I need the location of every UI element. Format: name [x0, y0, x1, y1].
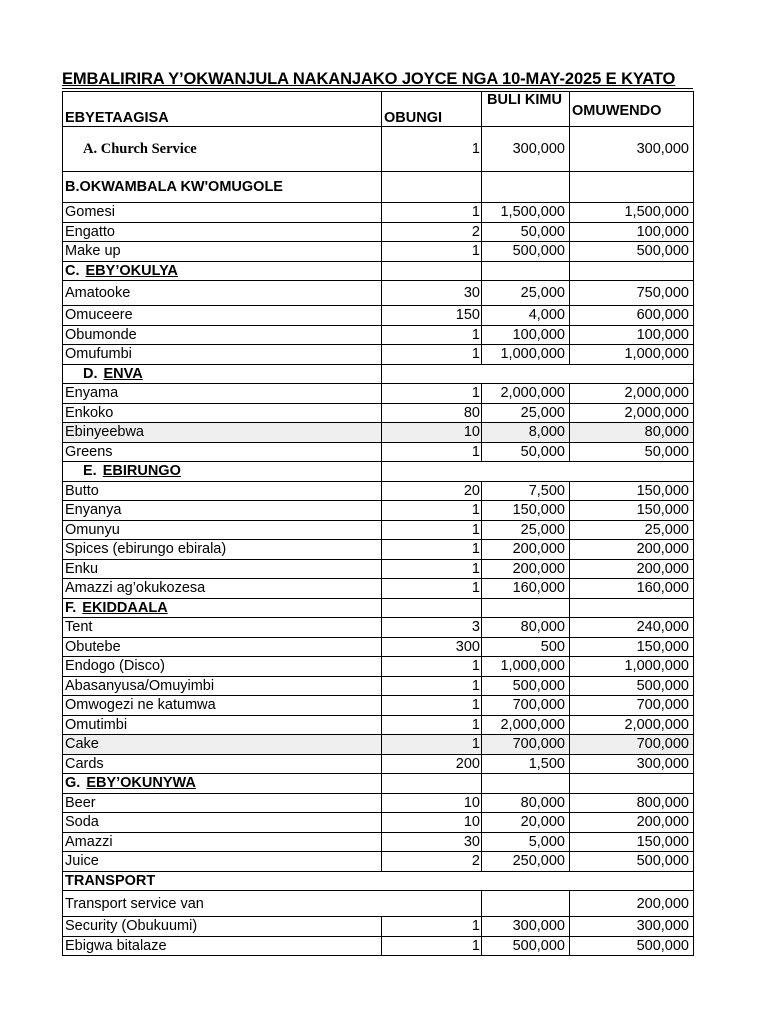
qty-cell: 1 — [382, 203, 482, 223]
unit-price-cell: 500,000 — [482, 936, 570, 956]
item-label: Omuceere — [63, 306, 382, 326]
section-name: EBY’OKUNYWA — [86, 775, 196, 792]
item-label: Cake — [63, 735, 382, 755]
header-qty: OBUNGI — [382, 92, 482, 127]
section-row — [63, 598, 694, 618]
table-row — [63, 852, 694, 872]
total-cell: 600,000 — [570, 306, 694, 326]
total-cell: 500,000 — [570, 852, 694, 872]
item-label: Ebigwa bitalaze — [63, 936, 382, 956]
table-row — [63, 501, 694, 521]
total-cell: 700,000 — [570, 735, 694, 755]
item-label: Juice — [63, 852, 382, 872]
header-unit-price: BULI KIMU — [482, 92, 570, 127]
table-row — [63, 715, 694, 735]
qty-cell: 30 — [382, 832, 482, 852]
total-cell: 500,000 — [570, 676, 694, 696]
unit-price-cell: 25,000 — [482, 403, 570, 423]
table-row — [63, 917, 694, 937]
item-label: Endogo (Disco) — [63, 657, 382, 677]
total-cell: 160,000 — [570, 579, 694, 599]
unit-price-cell: 8,000 — [482, 423, 570, 443]
item-label: Abasanyusa/Omuyimbi — [63, 676, 382, 696]
qty-cell: 300 — [382, 637, 482, 657]
header-item: EBYETAAGISA — [63, 92, 382, 127]
section-title: TRANSPORT — [63, 871, 694, 891]
total-cell: 1,000,000 — [570, 657, 694, 677]
item-label: Soda — [63, 813, 382, 833]
unit-price-cell: 100,000 — [482, 325, 570, 345]
section-name: EKIDDAALA — [82, 599, 168, 616]
qty-cell: 1 — [382, 579, 482, 599]
item-label: Amazzi ag’okukozesa — [63, 579, 382, 599]
total-cell: 200,000 — [570, 891, 694, 917]
item-label: Gomesi — [63, 203, 382, 223]
qty-cell: 1 — [382, 715, 482, 735]
qty-cell: 1 — [382, 917, 482, 937]
unit-price-cell: 4,000 — [482, 306, 570, 326]
section-title — [63, 261, 382, 281]
qty-cell: 1 — [382, 657, 482, 677]
item-label: Ebinyeebwa — [63, 423, 382, 443]
table-row — [63, 891, 694, 917]
qty-cell: 1 — [382, 540, 482, 560]
empty-cell — [382, 774, 482, 794]
table-row — [63, 813, 694, 833]
item-label: Cards — [63, 754, 382, 774]
unit-price-cell: 25,000 — [482, 520, 570, 540]
empty-cell — [382, 462, 482, 482]
qty-cell: 1 — [382, 559, 482, 579]
unit-price-cell: 500 — [482, 637, 570, 657]
total-cell: 300,000 — [570, 917, 694, 937]
qty-cell: 1 — [382, 442, 482, 462]
unit-price-cell: 1,500,000 — [482, 203, 570, 223]
qty-cell: 1 — [382, 127, 482, 172]
total-cell: 100,000 — [570, 222, 694, 242]
item-label: Greens — [63, 442, 382, 462]
item-label: Amatooke — [63, 281, 382, 306]
table-row — [63, 442, 694, 462]
table-row — [63, 676, 694, 696]
table-row — [63, 793, 694, 813]
qty-cell: 1 — [382, 501, 482, 521]
unit-price-cell: 700,000 — [482, 735, 570, 755]
item-label: Beer — [63, 793, 382, 813]
section-row — [63, 172, 694, 203]
total-cell: 80,000 — [570, 423, 694, 443]
table-row — [63, 696, 694, 716]
unit-price-cell: 50,000 — [482, 442, 570, 462]
unit-price-cell: 1,000,000 — [482, 657, 570, 677]
item-label: Omwogezi ne katumwa — [63, 696, 382, 716]
qty-cell: 150 — [382, 306, 482, 326]
table-row — [63, 127, 694, 172]
section-letter: D. — [83, 365, 98, 382]
unit-price-cell: 160,000 — [482, 579, 570, 599]
table-row — [63, 325, 694, 345]
table-row — [63, 242, 694, 262]
qty-cell: 1 — [382, 520, 482, 540]
unit-price-cell: 300,000 — [482, 917, 570, 937]
empty-cell — [482, 598, 570, 618]
item-label: Enku — [63, 559, 382, 579]
empty-cell — [482, 774, 570, 794]
section-letter: C. — [65, 262, 80, 279]
table-row — [63, 222, 694, 242]
qty-cell: 10 — [382, 793, 482, 813]
section-title — [63, 774, 382, 794]
empty-cell — [482, 261, 570, 281]
unit-price-cell: 1,000,000 — [482, 345, 570, 365]
total-cell: 150,000 — [570, 501, 694, 521]
total-cell: 2,000,000 — [570, 403, 694, 423]
qty-cell: 30 — [382, 281, 482, 306]
item-label: Make up — [63, 242, 382, 262]
table-row — [63, 281, 694, 306]
table-row — [63, 735, 694, 755]
unit-price-cell: 250,000 — [482, 852, 570, 872]
table-row — [63, 384, 694, 404]
unit-price-cell: 7,500 — [482, 481, 570, 501]
total-cell: 1,000,000 — [570, 345, 694, 365]
qty-cell: 20 — [382, 481, 482, 501]
qty-cell: 1 — [382, 936, 482, 956]
total-cell: 200,000 — [570, 540, 694, 560]
item-label: Butto — [63, 481, 382, 501]
qty-cell: 3 — [382, 618, 482, 638]
section-title — [63, 598, 382, 618]
title-rule — [62, 88, 693, 89]
unit-price-cell: 80,000 — [482, 793, 570, 813]
table-row — [63, 423, 694, 443]
empty-cell — [382, 598, 482, 618]
total-cell: 800,000 — [570, 793, 694, 813]
section-letter: E. — [83, 463, 97, 480]
item-label: A. Church Service — [63, 127, 382, 172]
item-label: Amazzi — [63, 832, 382, 852]
unit-price-cell: 2,000,000 — [482, 715, 570, 735]
qty-cell: 200 — [382, 754, 482, 774]
item-label: Transport service van — [63, 891, 382, 917]
unit-price-cell: 2,000,000 — [482, 384, 570, 404]
unit-price-cell: 200,000 — [482, 540, 570, 560]
item-label: Omunyu — [63, 520, 382, 540]
unit-price-cell: 300,000 — [482, 127, 570, 172]
section-row — [63, 871, 694, 891]
document-title: EMBALIRIRA Y’OKWANJULA NAKANJAKO JOYCE NGA 10-MAY-2025 E KYATO — [62, 70, 676, 88]
section-name: EBIRUNGO — [102, 463, 181, 480]
qty-cell: 10 — [382, 423, 482, 443]
item-label: Enyama — [63, 384, 382, 404]
total-cell: 50,000 — [570, 442, 694, 462]
total-cell: 500,000 — [570, 936, 694, 956]
item-label: Spices (ebirungo ebirala) — [63, 540, 382, 560]
empty-cell — [570, 598, 694, 618]
item-label: Enkoko — [63, 403, 382, 423]
empty-cell — [482, 364, 570, 384]
table-row — [63, 657, 694, 677]
table-row — [63, 520, 694, 540]
item-label: Tent — [63, 618, 382, 638]
section-letter: F. — [65, 599, 77, 616]
total-cell: 700,000 — [570, 696, 694, 716]
empty-cell — [570, 172, 694, 203]
qty-cell: 1 — [382, 345, 482, 365]
table-row — [63, 559, 694, 579]
table-row — [63, 832, 694, 852]
total-cell: 1,500,000 — [570, 203, 694, 223]
qty-cell: 1 — [382, 676, 482, 696]
item-label: Obumonde — [63, 325, 382, 345]
total-cell: 300,000 — [570, 754, 694, 774]
table-row — [63, 345, 694, 365]
qty-cell: 10 — [382, 813, 482, 833]
section-row — [63, 774, 694, 794]
qty-cell: 80 — [382, 403, 482, 423]
item-label: Obutebe — [63, 637, 382, 657]
section-title — [63, 364, 382, 384]
total-cell: 750,000 — [570, 281, 694, 306]
qty-cell: 1 — [382, 325, 482, 345]
table-row — [63, 481, 694, 501]
budget-table — [62, 91, 694, 956]
table-row — [63, 579, 694, 599]
section-row — [63, 462, 694, 482]
empty-cell — [570, 774, 694, 794]
item-label: Security (Obukuumi) — [63, 917, 382, 937]
qty-cell: 2 — [382, 852, 482, 872]
section-letter: G. — [65, 775, 81, 792]
total-cell: 2,000,000 — [570, 715, 694, 735]
unit-price-cell — [482, 891, 570, 917]
unit-price-cell: 20,000 — [482, 813, 570, 833]
empty-cell — [482, 172, 570, 203]
empty-cell — [382, 261, 482, 281]
total-cell: 240,000 — [570, 618, 694, 638]
unit-price-cell: 25,000 — [482, 281, 570, 306]
table-row — [63, 306, 694, 326]
table-row — [63, 540, 694, 560]
total-cell: 100,000 — [570, 325, 694, 345]
total-cell: 150,000 — [570, 481, 694, 501]
unit-price-cell: 80,000 — [482, 618, 570, 638]
item-label: Engatto — [63, 222, 382, 242]
unit-price-cell: 150,000 — [482, 501, 570, 521]
item-label: Omutimbi — [63, 715, 382, 735]
unit-price-cell: 500,000 — [482, 242, 570, 262]
qty-cell: 1 — [382, 384, 482, 404]
table-row — [63, 754, 694, 774]
total-cell: 150,000 — [570, 832, 694, 852]
unit-price-cell: 200,000 — [482, 559, 570, 579]
table-row — [63, 403, 694, 423]
item-label: Omufumbi — [63, 345, 382, 365]
qty-cell: 1 — [382, 696, 482, 716]
total-cell: 200,000 — [570, 559, 694, 579]
qty-cell: 1 — [382, 735, 482, 755]
qty-cell: 2 — [382, 222, 482, 242]
qty-cell: 1 — [382, 242, 482, 262]
unit-price-cell: 700,000 — [482, 696, 570, 716]
section-title: B.OKWAMBALA KW'OMUGOLE — [63, 172, 382, 203]
unit-price-cell: 1,500 — [482, 754, 570, 774]
header-row — [63, 92, 694, 127]
unit-price-cell: 50,000 — [482, 222, 570, 242]
section-name: EBY’OKULYA — [85, 262, 178, 279]
empty-cell — [570, 364, 694, 384]
table-row — [63, 936, 694, 956]
header-total: OMUWENDO — [570, 92, 694, 127]
empty-cell — [570, 462, 694, 482]
total-cell: 300,000 — [570, 127, 694, 172]
section-title — [63, 462, 382, 482]
empty-cell — [382, 364, 482, 384]
total-cell: 2,000,000 — [570, 384, 694, 404]
section-row — [63, 261, 694, 281]
empty-cell — [482, 462, 570, 482]
section-name: ENVA — [103, 365, 143, 382]
total-cell: 25,000 — [570, 520, 694, 540]
section-row — [63, 364, 694, 384]
total-cell: 500,000 — [570, 242, 694, 262]
unit-price-cell: 500,000 — [482, 676, 570, 696]
total-cell: 150,000 — [570, 637, 694, 657]
unit-price-cell: 5,000 — [482, 832, 570, 852]
empty-cell — [570, 261, 694, 281]
item-label: Enyanya — [63, 501, 382, 521]
empty-cell — [382, 172, 482, 203]
qty-cell — [382, 891, 482, 917]
table-row — [63, 618, 694, 638]
total-cell: 200,000 — [570, 813, 694, 833]
table-row — [63, 203, 694, 223]
table-row — [63, 637, 694, 657]
